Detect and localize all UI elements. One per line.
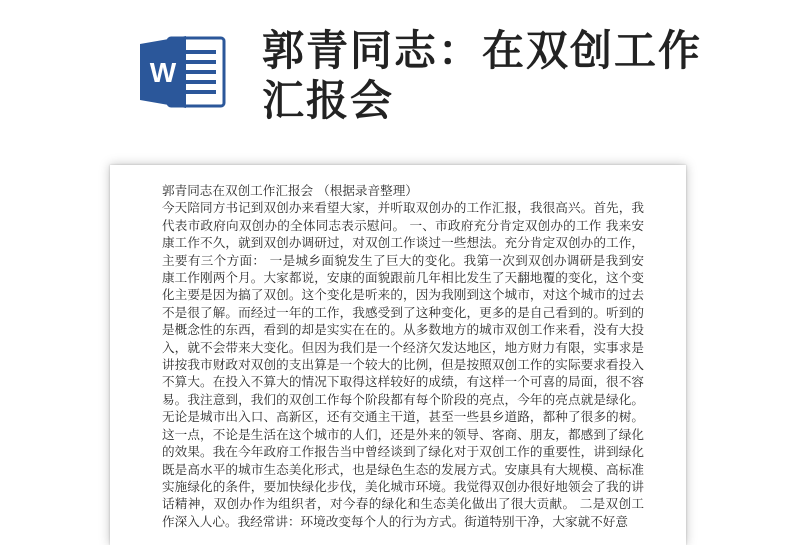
svg-text:W: W <box>149 57 177 88</box>
header-band <box>0 0 800 165</box>
document-page <box>110 165 686 545</box>
document-body: 今天陪同方书记到双创办来看望大家，并听取双创办的工作汇报，我很高兴。首先，我代表市政府向双创办的全体同志表示慰问。 一、市政府充分肯定双创办的工作 我来安康工作不久，就到双创办调研过，对双创工作谈过一些想法。充分肯定双创办的工作，主要有三个方面： 一是城乡面貌发生了巨大的变化。我第一次到双创办调研是我到安康工作刚两个月。大家都说，安康的面貌跟前几年相比发生了天翻地覆的变化，这个变化主要是因为搞了双创。这个变化是听来的，因为我刚到这个城市，对这个城市的过去不是很了解。而经过一年的工作，我感受到了这种变化，更多的是自己看到的。听到的是概念性的东西，看到的却是实实在在的。从多数地方的城市双创工作来看，没有大投入，就不会带来大变化。但因为我们是一个经济欠发达地区，地方财力有限，实事求是讲按我市财政对双创的支出算是一个较大的比例，但是按照双创工作的实际要求看投入不算大。在投入不算大的情况下取得这样较好的成绩，有这样一个可喜的局面，很不容易。我注意到，我们的双创工作每个阶段都有每个阶段的亮点，今年的亮点就是绿化。无论是城市出入口、高新区，还有交通主干道，甚至一些县乡道路，都种了很多的树。这一点，不论是生活在这个城市的人们，还是外来的领导、客商、朋友，都感到了绿化的效果。我在今年政府工作报告当中曾经谈到了绿化对于双创工作的重要性，讲到绿化既是高水平的城市生态美化形式，也是绿色生态的发展方式。安康具有大规模、高标准实施绿化的条件，要加快绿化步伐，美化城市环境。我觉得双创办很好地领会了我的讲话精神，双创办作为组织者，对今春的绿化和生态美化做出了很大贡献。 二是双创工作深入人心。我经常讲：环境改变每个人的行为方式。街道特别干净，大家就不好意 <box>162 200 644 529</box>
page-title: 郭青同志：在双创工作汇报会 <box>262 26 703 125</box>
word-icon <box>138 32 228 112</box>
document-text <box>162 182 644 530</box>
document-heading: 郭青同志在双创工作汇报会 （根据录音整理） <box>162 183 418 198</box>
